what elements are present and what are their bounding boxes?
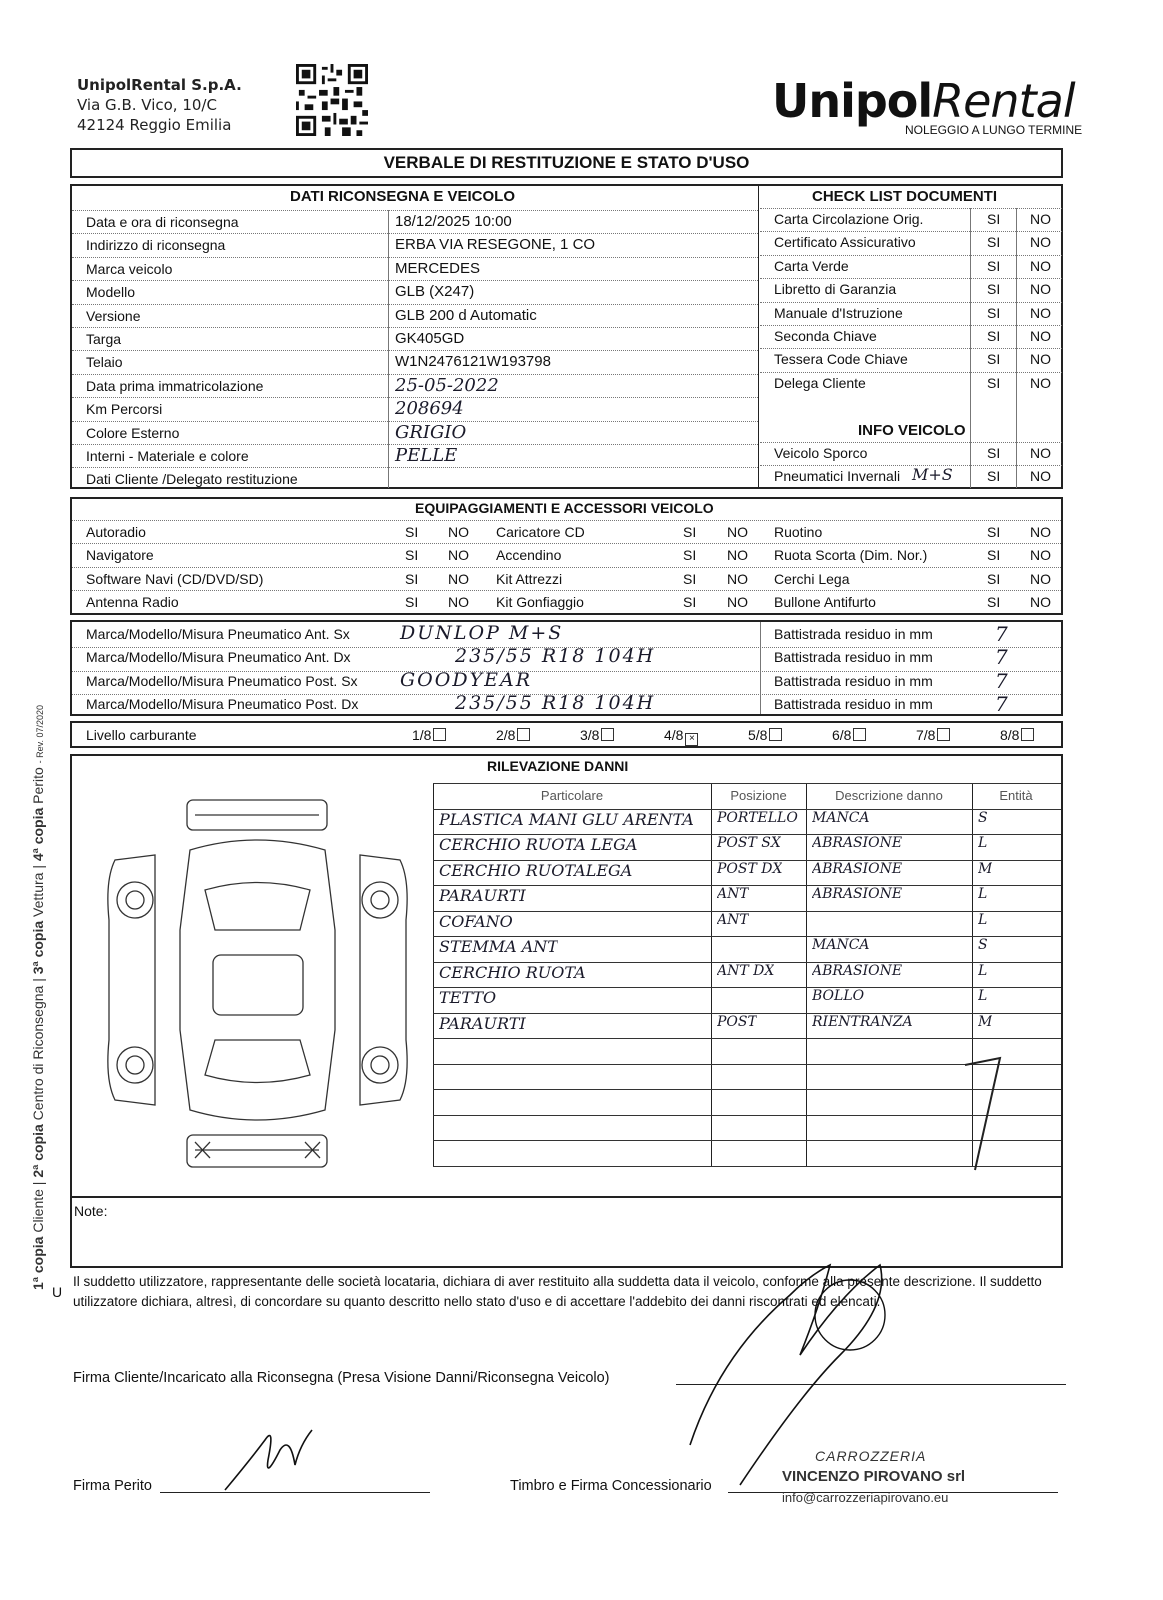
tread-label: Battistrada residuo in mm [774,696,933,713]
equip-label: Bullone Antifurto [774,594,876,611]
damage-col-header: Particolare [540,788,604,803]
damage-desc: ABRASIONE [812,835,903,851]
equip-si: SI [987,570,1001,587]
checklist-si: SI [987,211,1001,227]
dati-value: ERBA VIA RESEGONE, 1 CO [395,236,596,254]
dati-label: Km Percorsi [86,401,163,418]
checklist-col [970,208,971,488]
fuel-section [70,721,1063,748]
damage-part: PLASTICA MANI GLU ARENTA [439,809,694,829]
fuel-option [916,727,950,743]
checklist-label: Veicolo Sporco [774,445,868,461]
checklist-si: SI [987,257,1001,274]
dati-value: 25-05-2022 [395,374,499,396]
damage-part: TETTO [439,988,497,1007]
tread-value: 7 [995,622,1008,646]
damage-desc: ABRASIONE [812,860,903,877]
equip-row-line [72,567,1061,568]
damage-col-header: Descrizione danno [835,788,943,803]
equip-no: NO [727,547,748,564]
damage-ent: L [978,988,988,1004]
fuel-option [496,727,530,743]
logo-tagline: NOLEGGIO A LUNGO TERMINE [905,123,1083,137]
tyre-label: Marca/Modello/Misura Pneumatico Ant. Sx [86,626,350,642]
note-box [70,1198,1063,1268]
checklist-no: NO [1030,211,1051,227]
damage-header: RILEVAZIONE DANNI [487,758,629,774]
dati-label: Versione [86,307,141,324]
checklist-label: Delega Cliente [774,374,866,391]
damage-desc: BOLLO [812,988,865,1004]
fuel-option-label: 4/8 [664,727,684,743]
checklist-si: SI [987,304,1001,321]
dati-value: PELLE [395,445,458,466]
equip-no: NO [1030,547,1051,564]
checklist-label: Pneumatici Invernali [774,468,901,485]
dati-label: Interni - Materiale e colore [86,448,249,464]
checklist-label: Carta Circolazione Orig. [774,211,924,227]
damage-desc: MANCA [812,809,870,826]
checklist-no: NO [1030,234,1051,251]
company-name: UnipolRental S.p.A. [77,76,242,94]
damage-part: CERCHIO RUOTA LEGA [439,835,638,854]
checklist-si: SI [987,234,1001,251]
checklist-si: SI [987,445,1001,461]
equip-no: NO [448,547,469,564]
damage-part: CERCHIO RUOTALEGA [439,860,633,880]
checklist-si: SI [987,468,1001,485]
tyre-col [760,622,761,714]
dati-label: Marca veicolo [86,260,173,277]
equip-label: Software Navi (CD/DVD/SD) [86,570,264,587]
fuel-checkbox [769,728,782,741]
checklist-no: NO [1030,445,1051,461]
damage-ent: M [978,860,993,877]
equip-label: Accendino [496,547,562,564]
damage-col-header: Entità [999,788,1033,803]
checklist-no: NO [1030,281,1051,298]
dati-label: Telaio [86,354,123,371]
equip-si: SI [683,524,697,540]
fuel-option-label: 7/8 [916,727,936,743]
dati-value: GK405GD [395,330,465,347]
checklist-no: NO [1030,257,1051,274]
equip-no: NO [448,524,469,540]
damage-part: PARAURTI [439,886,526,905]
equip-no: NO [727,524,748,540]
tyre-value: DUNLOP M+S [400,622,564,644]
dati-value: GLB 200 d Automatic [395,306,537,324]
equip-no: NO [1030,570,1051,587]
damage-pos: ANT [717,911,749,928]
damage-ent: S [978,937,988,953]
car-diagram-icon [95,790,420,1185]
section-divider [758,184,759,489]
fuel-option-label: 8/8 [1000,727,1020,743]
tyre-row-line [72,671,1061,672]
tread-label: Battistrada residuo in mm [774,672,933,689]
damage-row-line [433,1038,1061,1039]
dati-col-divider [388,210,389,488]
equip-label: Kit Attrezzi [496,570,563,587]
equip-no: NO [448,594,469,611]
tyre-row-line [72,647,1061,648]
tyre-value: GOODYEAR [400,668,533,691]
dati-value: GLB (X247) [395,283,475,301]
checklist-label: Certificato Assicurativo [774,234,916,251]
equip-no: NO [1030,524,1051,540]
checklist-si: SI [987,281,1001,298]
damage-ent: M [978,1013,993,1030]
declaration-text: Il suddetto utilizzatore, rappresentante delle società locataria, dichiara di aver restituito alla suddetta data il veicolo, conforme alla presente descrizione. Il suddetto utilizzatore dichiara, altresì, di concordare su quanto descritto nello stato d'uso e di accettare l'addebito dei danni riscontrati ed elencati. [73,1274,1042,1309]
damage-pos: POST [717,1013,757,1030]
fuel-option [748,727,782,743]
perito-signature-label: Firma Perito [73,1478,152,1494]
fuel-checkbox [517,728,530,741]
tyre-label: Marca/Modello/Misura Pneumatico Post. Sx [86,672,358,689]
client-signature-label: Firma Cliente/Incaricato alla Riconsegna (Presa Visione Danni/Riconsegna Veicolo) [73,1370,610,1386]
equip-label: Antenna Radio [86,594,179,611]
dati-label: Colore Esterno [86,424,180,441]
dati-label: Data prima immatricolazione [86,377,264,394]
equip-si: SI [683,547,697,564]
equip-no: NO [1030,594,1051,611]
fuel-label: Livello carburante [86,727,197,743]
damage-ent: L [978,911,988,928]
note-label: Note: [74,1203,108,1219]
fuel-option [664,727,698,746]
equip-si: SI [405,570,419,587]
damage-row-line [433,987,1061,988]
stamp-line2: VINCENZO PIROVANO srl [782,1468,966,1485]
perito-handwritten-signature [220,1410,320,1500]
equip-si: SI [987,547,1001,564]
equip-label: Navigatore [86,547,154,564]
fuel-option [1000,727,1034,743]
info-veicolo-header: INFO VEICOLO [858,422,966,439]
checklist-si: SI [987,328,1001,344]
unipolrental-logo: UnipolRental [772,74,1075,128]
tyre-row-line [72,694,1061,695]
equip-no: NO [448,570,469,587]
dati-value: 208694 [395,398,464,420]
checklist-label: Libretto di Garanzia [774,281,897,298]
sidebar-u-mark: U [52,1284,63,1300]
page-title: VERBALE DI RESTITUZIONE E STATO D'USO [383,153,750,172]
tread-value: 7 [995,692,1008,717]
copy-distribution-sidebar: 1ª copia Cliente | 2ª copia Centro di Riconsegna | 3ª copia Vettura | 4ª copia Perito - Rev. 07/2020 [30,704,46,1290]
tyre-label: Marca/Modello/Misura Pneumatico Post. Dx [86,696,359,713]
fuel-option-label: 3/8 [580,727,600,743]
damage-pos: ANT DX [717,962,775,979]
dealer-signature-label: Timbro e Firma Concessionario [510,1478,712,1494]
damage-pos: ANT [717,886,749,902]
checklist-no: NO [1030,374,1051,391]
equip-no: NO [727,570,748,587]
equip-label: Cerchi Lega [774,570,850,587]
fuel-option-label: 6/8 [832,727,852,743]
dati-label: Targa [86,331,122,347]
checklist-no: NO [1030,304,1051,321]
equip-label: Ruota Scorta (Dim. Nor.) [774,547,928,564]
tread-label: Battistrada residuo in mm [774,649,933,666]
equip-label: Caricatore CD [496,524,585,540]
damage-row-line [433,783,1061,784]
qr-code-icon [296,64,368,136]
tread-value: 7 [995,668,1008,693]
dati-label: Indirizzo di riconsegna [86,237,226,254]
tyre-winter-note: M+S [912,465,953,485]
equip-row-line [72,590,1061,591]
fuel-checkbox [853,728,866,741]
damage-desc: ABRASIONE [812,886,903,902]
equip-si: SI [405,547,419,564]
fuel-option [412,727,446,743]
dati-value: GRIGIO [395,421,467,443]
company-city: 42124 Reggio Emilia [77,116,232,134]
fuel-checkbox [433,728,446,741]
dati-label: Dati Cliente /Delegato restituzione [86,471,298,488]
damage-desc: RIENTRANZA [812,1013,913,1030]
title-bar [70,148,1063,178]
equip-label: Kit Gonfiaggio [496,594,584,611]
checklist-label: Manuale d'Istruzione [774,304,903,321]
fuel-option-label: 5/8 [748,727,768,743]
checklist-no: NO [1030,351,1051,368]
equip-row-line [72,543,1061,544]
damage-ent: L [978,886,988,902]
fuel-checkbox [937,728,950,741]
fuel-checkbox [1021,728,1034,741]
dati-value: 18/12/2025 10:00 [395,213,512,230]
fuel-option-label: 1/8 [412,727,432,743]
checklist-label: Carta Verde [774,257,849,274]
equip-label: Ruotino [774,524,823,540]
fuel-checkbox: × [685,733,698,746]
tread-value: 7 [995,645,1008,670]
fuel-checkbox [601,728,614,741]
fuel-option [832,727,866,743]
fuel-option [580,727,614,743]
checklist-header: CHECK LIST DOCUMENTI [812,188,997,205]
equip-si: SI [987,524,1001,540]
dati-header: DATI RICONSEGNA E VEICOLO [290,188,516,205]
damage-ent: L [978,962,988,979]
damage-pos: PORTELLO [717,809,798,826]
damage-pos: POST DX [717,860,783,877]
damage-desc: ABRASIONE [812,962,903,979]
damage-desc: MANCA [812,937,870,953]
damage-ent: L [978,835,988,851]
checklist-no: NO [1030,468,1051,485]
damage-part: CERCHIO RUOTA [439,962,586,982]
checklist-label: Seconda Chiave [774,328,877,344]
equip-si: SI [987,594,1001,611]
fuel-option-label: 2/8 [496,727,516,743]
checklist-label: Tessera Code Chiave [774,351,908,368]
equip-si: SI [683,570,697,587]
equip-no: NO [727,594,748,611]
checklist-si: SI [987,351,1001,368]
dati-label: Modello [86,284,136,301]
damage-col-header: Posizione [730,788,787,803]
equip-si: SI [405,594,419,611]
equip-si: SI [405,524,419,540]
damage-ent: S [978,809,988,826]
equip-header: EQUIPAGGIAMENTI E ACCESSORI VEICOLO [415,500,714,516]
tyre-value: 235/55 R18 104H [455,645,656,668]
checklist-si: SI [987,374,1001,391]
tread-label: Battistrada residuo in mm [774,626,933,642]
checklist-col [1016,208,1017,488]
company-address [77,75,242,135]
dati-label: Data e ora di riconsegna [86,214,239,230]
damage-part: PARAURTI [439,1013,526,1033]
dati-value: W1N2476121W193798 [395,353,551,371]
tyre-label: Marca/Modello/Misura Pneumatico Ant. Dx [86,649,351,666]
equip-row-line [72,520,1061,521]
equip-si: SI [683,594,697,611]
dati-value: MERCEDES [395,259,481,277]
stamp-line3: info@carrozzeriapirovano.eu [782,1490,949,1505]
tyre-value: 235/55 R18 104H [455,692,656,715]
checklist-no: NO [1030,328,1051,344]
cancel-line-mark [905,1050,1015,1180]
equip-label: Autoradio [86,524,146,540]
damage-part: STEMMA ANT [439,937,558,956]
company-street: Via G.B. Vico, 10/C [77,96,217,114]
damage-part: COFANO [439,911,513,931]
damage-pos: POST SX [717,835,781,851]
stamp-line1: CARROZZERIA [815,1448,927,1464]
